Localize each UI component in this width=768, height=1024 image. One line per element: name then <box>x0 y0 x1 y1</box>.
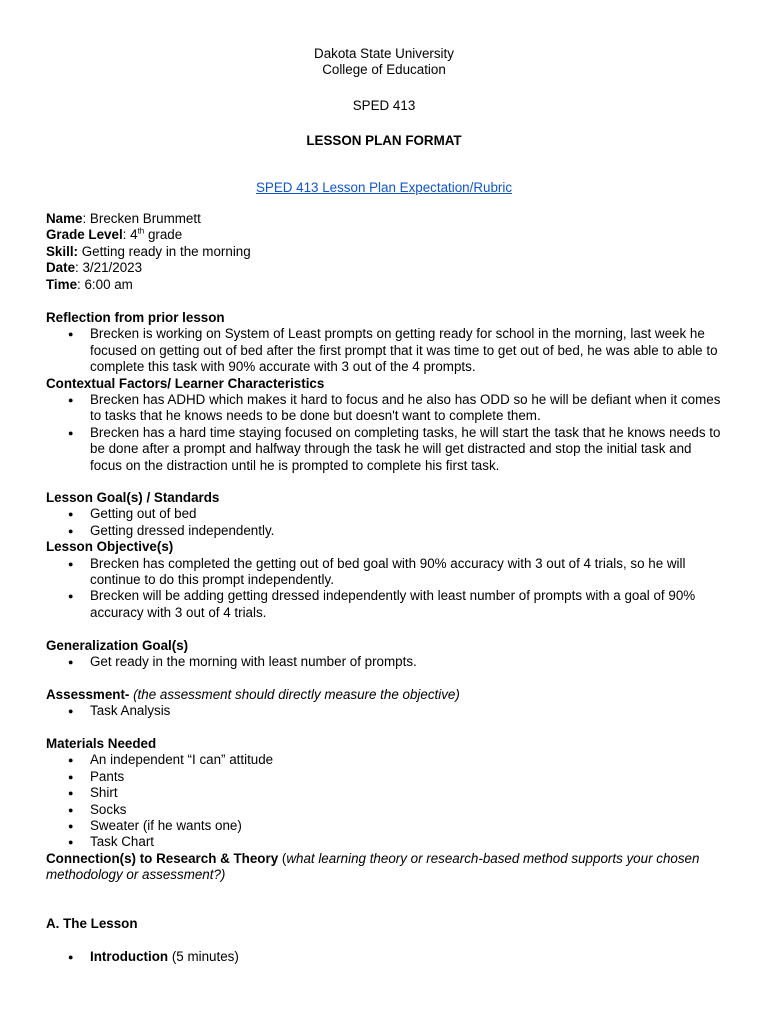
assessment-heading: Assessment- <box>46 687 130 702</box>
grade-sup: th <box>137 226 145 236</box>
generalization-section <box>46 638 726 671</box>
contextual-heading: Contextual Factors/ Learner Characteristics <box>46 375 325 391</box>
skill-label: Skill: <box>46 243 78 259</box>
date-label: Date <box>46 260 76 276</box>
date-value: : 3/21/2023 <box>75 260 143 276</box>
time-value: : 6:00 am <box>77 276 133 292</box>
list-item: ● Task Chart <box>46 834 726 850</box>
list-item: ● Sweater (if he wants one) <box>46 818 726 834</box>
college-name: College of Education <box>322 62 446 78</box>
materials-section <box>46 736 726 884</box>
format-title: LESSON PLAN FORMAT <box>306 133 462 148</box>
list-item: ● Task Analysis <box>46 703 726 719</box>
list-item: ● Brecken is working on System of Least prompts on getting ready for school in the morning, last week he focused on getting out of bed after the first prompt that it was time to get out of bed, he was able to able to complete this task with 90% accurate with 3 out of the 4 prompts. <box>46 326 726 375</box>
lesson-section <box>46 949 726 965</box>
student-info <box>46 211 726 293</box>
list-item: ● Socks <box>46 802 726 818</box>
goals-section <box>46 490 726 621</box>
grade-label: Grade Level <box>46 227 123 243</box>
connection-heading: Connection(s) to Research & Theory <box>46 850 279 866</box>
connection-paren: ( <box>278 850 287 866</box>
name-value: : Brecken Brummett <box>82 211 201 226</box>
reflection-heading: Reflection from prior lesson <box>46 310 225 325</box>
list-item: ● Getting out of bed <box>46 506 726 522</box>
list-item: ● Pants <box>46 769 726 785</box>
intro-time: (5 minutes) <box>168 949 239 964</box>
header-block <box>0 46 768 79</box>
assessment-section <box>46 687 726 720</box>
list-item: ● Getting dressed independently. <box>46 523 726 539</box>
list-item: ● An independent “I can” attitude <box>46 752 726 768</box>
connection-note: what learning theory or research-based method supports your chosen methodology or assessment?) <box>46 850 700 883</box>
list-item: ● Brecken has completed the getting out of bed goal with 90% accuracy with 3 out of 4 trials, so he will continue to do this prompt independently. <box>46 556 726 589</box>
list-item: ● Shirt <box>46 785 726 801</box>
goals-heading: Lesson Goal(s) / Standards <box>46 490 220 505</box>
materials-heading: Materials Needed <box>46 736 157 751</box>
grade-value: : 4 <box>122 227 138 243</box>
reflection-section <box>46 310 726 474</box>
university-name: Dakota State University <box>314 46 454 61</box>
list-item <box>46 949 726 965</box>
assessment-note: (the assessment should directly measure the objective) <box>129 687 460 702</box>
list-item: ● Brecken will be adding getting dressed independently with least number of prompts with a goal of 90% accuracy with 3 out of 4 trials. <box>46 588 726 621</box>
lesson-heading: A. The Lesson <box>46 916 138 931</box>
intro-label: Introduction <box>90 949 169 964</box>
rubric-link[interactable]: SPED 413 Lesson Plan Expectation/Rubric <box>255 180 513 195</box>
grade-suffix: grade <box>144 227 183 243</box>
skill-value: Getting ready in the morning <box>78 243 251 259</box>
objectives-heading: Lesson Objective(s) <box>46 539 174 555</box>
course-code: SPED 413 <box>352 98 416 113</box>
list-item: ● Brecken has a hard time staying focused on completing tasks, he will start the task that he knows needs to be done after a prompt and halfway through the task he will get distracted and stop the initial task and focus on the distraction until he is prompted to complete his first task. <box>46 425 726 474</box>
list-item: ● Get ready in the morning with least number of prompts. <box>46 654 726 670</box>
generalization-heading: Generalization Goal(s) <box>46 638 189 653</box>
time-label: Time <box>46 276 78 292</box>
list-item: ● Brecken has ADHD which makes it hard to focus and he also has ODD so he will be defiant when it comes to tasks that he knows needs to be done but doesn't want to complete them. <box>46 392 726 425</box>
name-label: Name <box>46 211 83 226</box>
